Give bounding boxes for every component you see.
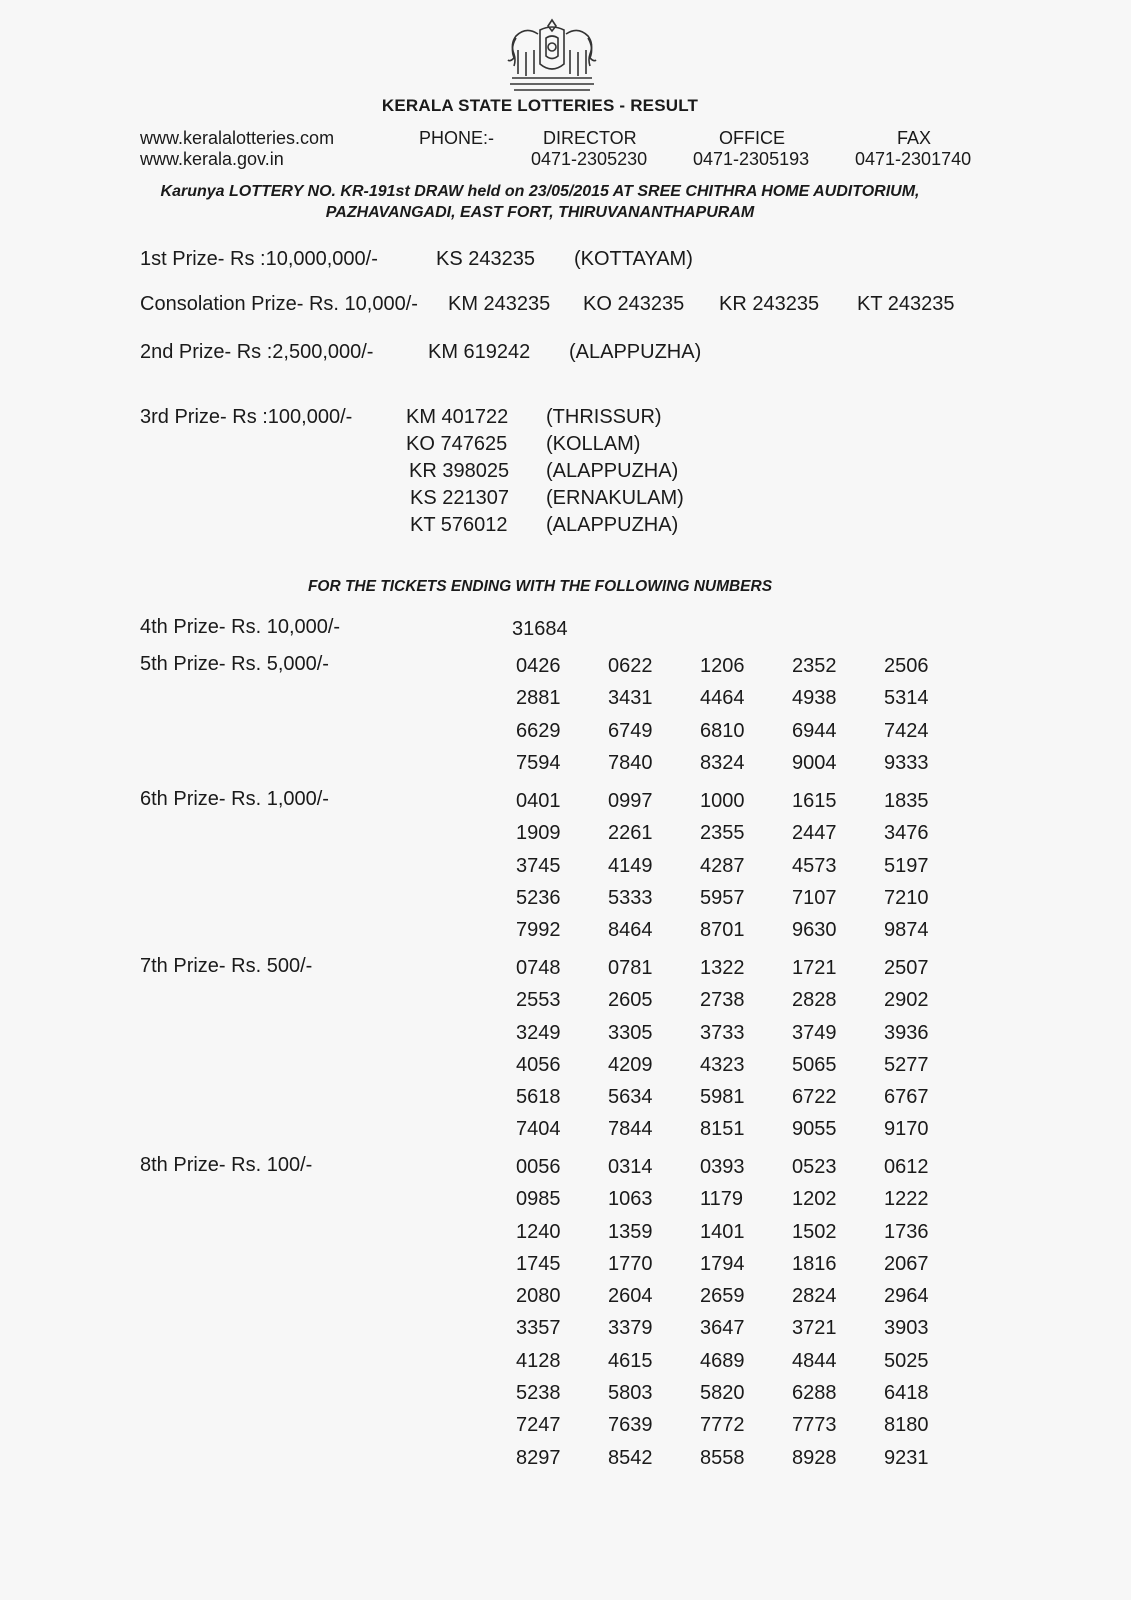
ticket-ending-number: 8558 bbox=[700, 1446, 745, 1469]
ticket-ending-number: 2261 bbox=[608, 822, 653, 845]
ticket-ending-number: 5277 bbox=[884, 1053, 929, 1076]
ticket-ending-number: 9231 bbox=[884, 1446, 929, 1469]
draw-info bbox=[100, 181, 980, 223]
ticket-ending-number: 5803 bbox=[608, 1382, 653, 1405]
ticket-ending-number: 9630 bbox=[792, 919, 837, 942]
draw-info-line-1: Karunya LOTTERY NO. KR-191st DRAW held on 23/05/2015 AT SREE CHITHRA HOME AUDITORIUM, bbox=[160, 183, 920, 200]
ticket-ending-number: 3745 bbox=[516, 854, 561, 877]
ticket-ending-number: 7840 bbox=[608, 751, 653, 774]
ticket-ending-number: 2605 bbox=[608, 989, 653, 1012]
ticket-ending-number: 3431 bbox=[608, 687, 653, 710]
ticket-ending-number: 2659 bbox=[700, 1285, 745, 1308]
sixth-prize-numbers bbox=[516, 788, 976, 949]
ticket-ending-number: 2553 bbox=[516, 989, 561, 1012]
seventh-prize-label: 7th Prize- Rs. 500/- bbox=[140, 955, 313, 977]
first-prize-ticket: KS 243235 bbox=[436, 248, 535, 270]
ticket-ending-number: 8701 bbox=[700, 919, 745, 942]
ticket-ending-number: 2080 bbox=[516, 1285, 561, 1308]
ticket-ending-number: 3379 bbox=[608, 1317, 653, 1340]
ticket-ending-number: 7404 bbox=[516, 1118, 561, 1141]
ticket-ending-number: 6418 bbox=[884, 1382, 929, 1405]
ticket-ending-number: 4287 bbox=[700, 854, 745, 877]
ticket-ending-number: 1770 bbox=[608, 1252, 653, 1275]
office-label: OFFICE bbox=[719, 128, 785, 148]
ticket-ending-number: 8324 bbox=[700, 751, 745, 774]
website-block bbox=[140, 128, 334, 170]
ticket-ending-number: 1502 bbox=[792, 1220, 837, 1243]
ticket-ending-number: 0314 bbox=[608, 1156, 653, 1178]
ticket-ending-number: 3476 bbox=[884, 822, 929, 845]
ticket-ending-number: 5314 bbox=[884, 687, 929, 710]
ticket-ending-number: 8464 bbox=[608, 919, 653, 942]
ticket-ending-number: 2738 bbox=[700, 989, 745, 1012]
ticket-ending-number: 5634 bbox=[608, 1086, 653, 1109]
ticket-ending-number: 0426 bbox=[516, 655, 561, 677]
ticket-ending-number: 4938 bbox=[792, 687, 837, 710]
third-prize-ticket: KO 747625 bbox=[406, 433, 508, 455]
eighth-prize-label: 8th Prize- Rs. 100/- bbox=[140, 1154, 313, 1176]
fifth-prize-label: 5th Prize- Rs. 5,000/- bbox=[140, 653, 329, 675]
ticket-ending-number: 4149 bbox=[608, 854, 653, 877]
ticket-ending-number: 8151 bbox=[700, 1118, 745, 1141]
ticket-ending-number: 1000 bbox=[700, 790, 745, 812]
ticket-ending-number: 0523 bbox=[792, 1156, 837, 1178]
ticket-ending-number: 7424 bbox=[884, 719, 929, 742]
ticket-ending-number: 2352 bbox=[792, 655, 837, 677]
office-phone: 0471-2305193 bbox=[693, 149, 810, 169]
ticket-ending-number: 1206 bbox=[700, 655, 745, 677]
ticket-ending-number: 2604 bbox=[608, 1285, 653, 1308]
draw-info-line-2: PAZHAVANGADI, EAST FORT, THIRUVANANTHAPURAM bbox=[325, 204, 755, 221]
ticket-ending-number: 7107 bbox=[792, 886, 837, 909]
ticket-ending-number: 7247 bbox=[516, 1414, 561, 1437]
ticket-ending-number: 1615 bbox=[792, 790, 837, 812]
ticket-ending-number: 3733 bbox=[700, 1021, 745, 1044]
third-prize-ticket: KM 401722 bbox=[406, 406, 509, 428]
ticket-ending-number: 1736 bbox=[884, 1220, 929, 1243]
ticket-ending-number: 2507 bbox=[884, 957, 929, 979]
consolation-ticket: KT 243235 bbox=[857, 293, 955, 315]
third-prize-ticket: KT 576012 bbox=[410, 514, 508, 536]
ticket-ending-number: 3749 bbox=[792, 1021, 837, 1044]
ticket-ending-number: 0401 bbox=[516, 790, 561, 812]
third-prize-label: 3rd Prize- Rs :100,000/- bbox=[140, 406, 353, 428]
ticket-ending-number: 3249 bbox=[516, 1021, 561, 1044]
consolation-ticket: KR 243235 bbox=[719, 293, 820, 315]
fax-phone: 0471-2301740 bbox=[855, 149, 972, 169]
fourth-prize-label: 4th Prize- Rs. 10,000/- bbox=[140, 616, 341, 638]
ticket-ending-number: 5618 bbox=[516, 1086, 561, 1109]
page-title: KERALA STATE LOTTERIES - RESULT bbox=[381, 96, 699, 115]
ticket-ending-number: 4573 bbox=[792, 854, 837, 877]
third-prize-place: (ALAPPUZHA) bbox=[546, 514, 679, 536]
ticket-ending-number: 3305 bbox=[608, 1021, 653, 1044]
consolation-ticket: KM 243235 bbox=[448, 293, 551, 315]
ticket-ending-number: 5820 bbox=[700, 1382, 745, 1405]
ticket-ending-number: 5025 bbox=[884, 1349, 929, 1372]
ticket-ending-number: 9170 bbox=[884, 1118, 929, 1141]
ticket-ending-number: 1359 bbox=[608, 1220, 653, 1243]
director-contact bbox=[531, 128, 647, 170]
first-prize-label: 1st Prize- Rs :10,000,000/- bbox=[140, 248, 378, 270]
ticket-ending-number: 5236 bbox=[516, 886, 561, 909]
seventh-prize-numbers bbox=[516, 955, 976, 1149]
ticket-ending-number: 1835 bbox=[884, 790, 929, 812]
ticket-ending-number: 7639 bbox=[608, 1414, 653, 1437]
ticket-ending-number: 1794 bbox=[700, 1252, 745, 1275]
second-prize-place: (ALAPPUZHA) bbox=[569, 341, 702, 363]
ticket-ending-number: 8542 bbox=[608, 1446, 653, 1469]
ticket-ending-number: 1721 bbox=[792, 957, 837, 979]
ticket-ending-number: 7210 bbox=[884, 886, 929, 909]
ticket-ending-number: 1202 bbox=[792, 1188, 837, 1211]
ticket-ending-number: 1179 bbox=[700, 1188, 744, 1211]
ticket-ending-number: 6722 bbox=[792, 1086, 837, 1109]
ticket-ending-number: 5333 bbox=[608, 886, 653, 909]
sixth-prize-label: 6th Prize- Rs. 1,000/- bbox=[140, 788, 329, 810]
fax-contact bbox=[855, 128, 971, 170]
ticket-ending-number: 1745 bbox=[516, 1252, 561, 1275]
ticket-ending-number: 4615 bbox=[608, 1349, 653, 1372]
ticket-ending-number: 5197 bbox=[884, 854, 929, 877]
ticket-ending-number: 1401 bbox=[700, 1220, 745, 1243]
office-contact bbox=[693, 128, 809, 170]
ticket-ending-number: 1816 bbox=[792, 1252, 837, 1275]
ticket-ending-number: 9333 bbox=[884, 751, 929, 774]
second-prize-ticket: KM 619242 bbox=[428, 341, 531, 363]
ticket-ending-number: 7992 bbox=[516, 919, 561, 942]
ticket-ending-number: 7844 bbox=[608, 1118, 653, 1141]
ticket-ending-number: 4689 bbox=[700, 1349, 745, 1372]
ticket-ending-number: 0985 bbox=[516, 1188, 561, 1211]
consolation-ticket: KO 243235 bbox=[583, 293, 685, 315]
ticket-ending-number: 4209 bbox=[608, 1053, 653, 1076]
ticket-ending-number: 1222 bbox=[884, 1188, 929, 1211]
ticket-ending-number: 1322 bbox=[700, 957, 745, 979]
ticket-ending-number: 6944 bbox=[792, 719, 837, 742]
ticket-ending-number: 5065 bbox=[792, 1053, 837, 1076]
ticket-ending-number: 3647 bbox=[700, 1317, 745, 1340]
ticket-ending-number: 6767 bbox=[884, 1086, 929, 1109]
ticket-ending-number: 1063 bbox=[608, 1188, 653, 1211]
ticket-ending-number: 2506 bbox=[884, 655, 929, 677]
third-prize-ticket: KS 221307 bbox=[410, 487, 509, 509]
ticket-ending-number: 2824 bbox=[792, 1285, 837, 1308]
third-prize-place: (ALAPPUZHA) bbox=[546, 460, 679, 482]
third-prize-ticket: KR 398025 bbox=[409, 460, 510, 482]
fax-label: FAX bbox=[897, 128, 932, 148]
third-prize-place: (KOLLAM) bbox=[546, 433, 641, 455]
ending-numbers-heading: FOR THE TICKETS ENDING WITH THE FOLLOWING NUMBERS bbox=[307, 578, 773, 595]
director-phone: 0471-2305230 bbox=[531, 149, 648, 169]
ticket-ending-number: 31684 bbox=[512, 618, 568, 640]
ticket-ending-number: 0748 bbox=[516, 957, 561, 979]
ticket-ending-number: 9004 bbox=[792, 751, 837, 774]
ticket-ending-number: 4844 bbox=[792, 1349, 837, 1372]
ticket-ending-number: 3721 bbox=[792, 1317, 837, 1340]
ticket-ending-number: 6288 bbox=[792, 1382, 837, 1405]
phone-label: PHONE:- bbox=[419, 128, 495, 148]
ticket-ending-number: 8928 bbox=[792, 1446, 837, 1469]
ticket-ending-number: 2902 bbox=[884, 989, 929, 1012]
ticket-ending-number: 7773 bbox=[792, 1414, 837, 1437]
ticket-ending-number: 3936 bbox=[884, 1021, 929, 1044]
ticket-ending-number: 2881 bbox=[516, 687, 561, 710]
ticket-ending-number: 0781 bbox=[608, 957, 653, 979]
website-link-1[interactable]: www.keralalotteries.com bbox=[140, 128, 335, 148]
ticket-ending-number: 0622 bbox=[608, 655, 653, 677]
ticket-ending-number: 6629 bbox=[516, 719, 561, 742]
fifth-prize-numbers bbox=[516, 653, 976, 782]
ticket-ending-number: 5981 bbox=[700, 1086, 745, 1109]
consolation-prize-label: Consolation Prize- Rs. 10,000/- bbox=[140, 293, 418, 315]
ticket-ending-number: 8180 bbox=[884, 1414, 929, 1437]
ticket-ending-number: 0393 bbox=[700, 1156, 745, 1178]
ticket-ending-number: 6810 bbox=[700, 719, 745, 742]
ticket-ending-number: 3357 bbox=[516, 1317, 561, 1340]
ticket-ending-number: 4464 bbox=[700, 687, 745, 710]
second-prize-label: 2nd Prize- Rs :2,500,000/- bbox=[140, 341, 374, 363]
ticket-ending-number: 9874 bbox=[884, 919, 929, 942]
fourth-prize-numbers bbox=[512, 616, 972, 648]
ticket-ending-number: 1240 bbox=[516, 1220, 561, 1243]
ticket-ending-number: 5957 bbox=[700, 886, 745, 909]
ticket-ending-number: 0997 bbox=[608, 790, 653, 812]
ticket-ending-number: 2447 bbox=[792, 822, 837, 845]
ticket-ending-number: 0612 bbox=[884, 1156, 929, 1178]
ticket-ending-number: 7594 bbox=[516, 751, 561, 774]
first-prize-place: (KOTTAYAM) bbox=[574, 248, 693, 270]
ticket-ending-number: 7772 bbox=[700, 1414, 745, 1437]
ticket-ending-number: 2964 bbox=[884, 1285, 929, 1308]
ticket-ending-number: 1909 bbox=[516, 822, 561, 845]
ticket-ending-number: 4128 bbox=[516, 1349, 561, 1372]
director-label: DIRECTOR bbox=[543, 128, 637, 148]
ticket-ending-number: 0056 bbox=[516, 1156, 561, 1178]
ticket-ending-number: 3903 bbox=[884, 1317, 929, 1340]
ticket-ending-number: 8297 bbox=[516, 1446, 561, 1469]
ticket-ending-number: 2067 bbox=[884, 1252, 929, 1275]
ticket-ending-number: 4323 bbox=[700, 1053, 745, 1076]
eighth-prize-numbers bbox=[516, 1154, 976, 1477]
third-prize-place: (THRISSUR) bbox=[546, 406, 662, 428]
kerala-state-emblem bbox=[504, 16, 600, 96]
ticket-ending-number: 2355 bbox=[700, 822, 745, 845]
ticket-ending-number: 9055 bbox=[792, 1118, 837, 1141]
ticket-ending-number: 2828 bbox=[792, 989, 837, 1012]
third-prize-place: (ERNAKULAM) bbox=[546, 487, 684, 509]
ticket-ending-number: 5238 bbox=[516, 1382, 561, 1405]
ticket-ending-number: 4056 bbox=[516, 1053, 561, 1076]
website-link-2[interactable]: www.kerala.gov.in bbox=[140, 149, 284, 169]
ticket-ending-number: 6749 bbox=[608, 719, 653, 742]
